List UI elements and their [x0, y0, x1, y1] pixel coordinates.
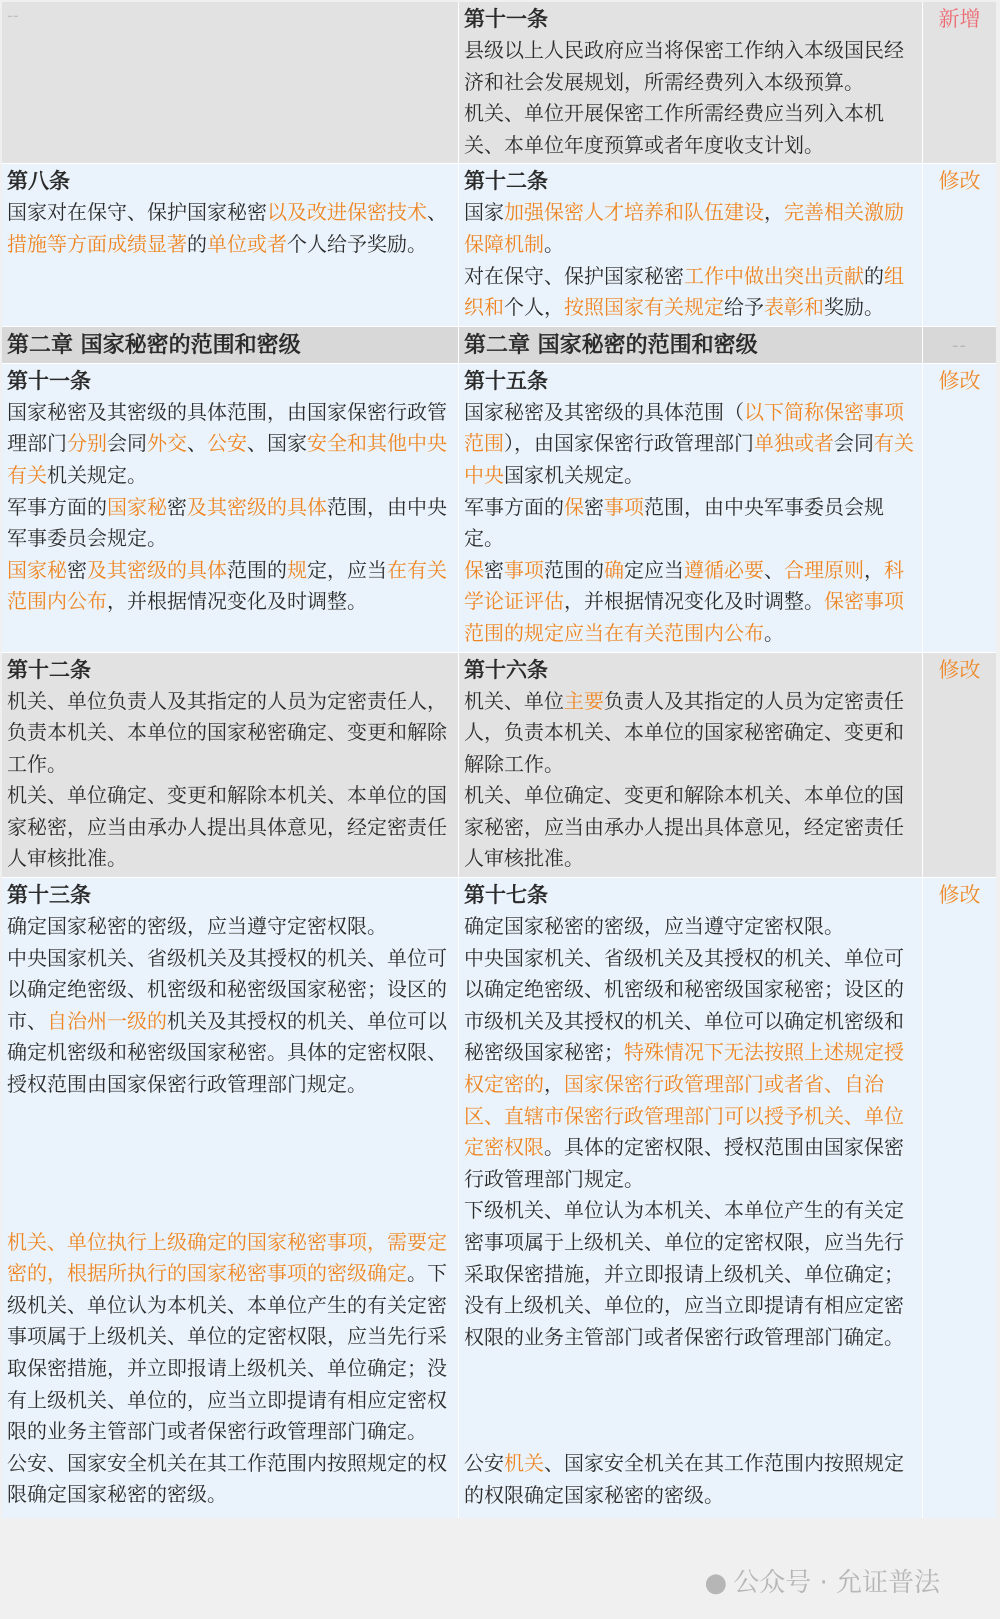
row-new-article-11 — [2, 2, 996, 163]
changed-text: 确 — [604, 557, 624, 582]
article-paragraph — [464, 197, 917, 260]
old-article-cell — [2, 364, 459, 652]
old-chapter-cell — [2, 327, 459, 363]
change-tag-new: 新增 — [938, 7, 981, 31]
change-tag-modified: 修改 — [938, 368, 981, 393]
text-segment: 、国家 — [247, 431, 307, 456]
text-segment: ，并根据情况变化及时调整。 — [107, 589, 367, 614]
changed-text: 公安 — [207, 431, 247, 456]
text-segment: 。 — [544, 231, 564, 256]
text-segment: 范围的 — [544, 557, 604, 582]
changed-text: 、 — [484, 1103, 504, 1128]
text-segment: 范围的 — [227, 557, 287, 582]
new-article-cell — [459, 164, 923, 325]
changed-text: 合理原则 — [784, 557, 864, 582]
article-paragraph: 确定国家秘密的密级，应当遵守定密权限。 — [464, 914, 844, 939]
article-title: 第十二条 — [464, 169, 548, 194]
changed-text: 表彰和 — [764, 295, 824, 320]
article-title: 第十六条 — [464, 657, 548, 682]
changed-text: 保密事项范围的规定应当在有关范围内公布 — [464, 589, 904, 645]
change-type-cell — [923, 164, 996, 325]
text-segment: 中央国家机关、省级机关及其授权的机关、单位可以确定绝密级、机密级和秘密级国家秘密；设区的市级机关及其授权的机关、单位可以确定机密级和秘密级国家秘密； — [464, 945, 904, 1065]
text-segment: 国家秘密及其密级的具体范围，由国家保密行政管理部门 — [7, 399, 447, 456]
text-segment: 军事方面的 — [464, 494, 564, 519]
changed-text: 遵循必要 — [684, 557, 764, 582]
text-segment: 定应当 — [624, 557, 684, 582]
article-paragraph — [464, 397, 917, 492]
old-article-cell — [2, 653, 459, 878]
changed-text: 自治区 — [464, 1072, 884, 1128]
text-segment: 给予 — [724, 295, 764, 320]
article-paragraph: 机关、单位确定、变更和解除本机关、本单位的国家秘密，应当由承办人提出具体意见，经定密责任人审核批准。 — [7, 783, 447, 871]
text-segment: 、 — [187, 431, 207, 456]
text-segment: 的 — [187, 231, 207, 256]
text-segment: 国家对在保守、保护国家秘密 — [7, 200, 267, 225]
changed-text: 科学论证评估 — [464, 557, 904, 614]
changed-text: 安全和其他中央有关 — [7, 431, 447, 487]
new-article-cell — [459, 2, 923, 163]
changed-text: 及其密级的具体 — [187, 494, 327, 519]
text-segment: 机关、单位 — [464, 688, 564, 713]
change-tag-none: -- — [952, 334, 967, 356]
changed-text: 组织和 — [464, 263, 904, 320]
text-segment: ， — [864, 557, 884, 582]
changed-text: 国家秘 — [7, 557, 67, 582]
changed-text: 事项 — [504, 557, 544, 582]
changed-text: 保 — [564, 494, 584, 519]
chapter-heading: 第二章 国家秘密的范围和密级 — [464, 332, 758, 358]
empty-placeholder: -- — [7, 6, 19, 25]
article-paragraph: 公安、国家安全机关在其工作范围内按照规定的权限确定国家秘密的密级。 — [7, 1450, 447, 1507]
text-segment: 中央国家机关、省级机关及其授权的机关、单位可以确定绝密级、机密级和秘密级国家秘密；设区的市、 — [7, 945, 447, 1033]
article-title: 第十五条 — [464, 368, 548, 393]
changed-text: 及其密级的具体 — [87, 557, 227, 582]
change-type-cell — [923, 364, 996, 652]
changed-text: 特殊情况下无法按照上述规定授权定密的 — [464, 1040, 904, 1097]
text-segment: 国家机关规定。 — [504, 462, 644, 487]
text-segment: 定，应当 — [307, 557, 387, 582]
row-article-8 — [2, 163, 996, 325]
article-paragraph — [464, 555, 917, 652]
changed-text: 按照国家有关规定 — [564, 295, 724, 320]
article-title: 第十三条 — [7, 883, 91, 908]
changed-text: 主要 — [564, 688, 604, 713]
text-segment: 会同 — [834, 431, 874, 456]
changed-text: 国家保密行政管理部门或者省 — [564, 1072, 824, 1097]
article-paragraph: 确定国家秘密的密级，应当遵守定密权限。 — [7, 914, 387, 939]
changed-text: 单位或者 — [207, 231, 287, 256]
article-paragraph — [7, 1227, 453, 1448]
changed-text: 事项 — [604, 494, 644, 519]
text-segment: 密 — [484, 557, 504, 582]
article-paragraph — [464, 943, 917, 1196]
changed-text: 机关、单位执行上级确定的国家秘密事项，需要定密的，根据所执行的国家秘密事项的密级确定 — [7, 1229, 447, 1286]
changed-text: 单位定密权限 — [464, 1103, 904, 1160]
text-segment: 个人， — [504, 295, 564, 320]
text-segment: 密 — [167, 494, 187, 519]
changed-text: 自治州一级 — [47, 1008, 147, 1033]
changed-text: 分别 — [67, 431, 107, 456]
text-segment: 。具体的定密权限、授权范围由国家保密行政管理部门规定。 — [464, 1135, 904, 1191]
article-paragraph — [464, 492, 917, 555]
changed-text: 工作中做出突出贡献 — [684, 263, 864, 288]
text-segment: 范围，由中央军事委员会规定。 — [7, 494, 447, 551]
changed-text: 完善相关激励保障机制 — [464, 200, 904, 256]
changed-text: 直辖市保密行政管理部门可以授予机关 — [504, 1103, 844, 1128]
article-paragraph — [7, 943, 453, 1227]
comparison-table — [2, 2, 996, 1518]
article-title: 第十七条 — [464, 883, 548, 908]
article-title: 第八条 — [7, 169, 70, 194]
text-segment: 奖励。 — [824, 295, 884, 320]
text-segment: 、 — [427, 200, 447, 225]
text-segment: ），由国家保密行政管理部门 — [504, 431, 754, 456]
article-title: 第十二条 — [7, 657, 91, 682]
row-article-13 — [2, 877, 996, 1518]
changed-text: 、 — [824, 1072, 844, 1097]
text-segment: 密 — [584, 494, 604, 519]
changed-text: 加强保密人才培养和队伍建设 — [504, 200, 764, 225]
article-paragraph: 机关、单位确定、变更和解除本机关、本单位的国家秘密，应当由承办人提出具体意见，经定密责任人审核批准。 — [464, 783, 904, 871]
article-paragraph: 机关、单位负责人及其指定的人员为定密责任人，负责本机关、本单位的国家秘密确定、变更和解除工作。 — [7, 688, 447, 776]
change-tag-modified: 修改 — [938, 169, 981, 194]
new-chapter-cell — [459, 327, 923, 363]
text-segment: ， — [764, 200, 784, 225]
text-segment: 、 — [764, 557, 784, 582]
article-paragraph — [7, 492, 453, 555]
changed-text: 以及改进保密技术 — [267, 200, 427, 225]
text-segment: 密 — [67, 557, 87, 582]
article-title: 第十一条 — [7, 368, 91, 393]
text-segment: 对在保守、保护国家秘密 — [464, 263, 684, 288]
new-article-cell — [459, 878, 923, 1518]
changed-text: 以下简称保密事项范围 — [464, 399, 904, 456]
text-segment: 公安 — [464, 1451, 504, 1476]
change-type-cell — [923, 2, 996, 163]
text-segment: 负责人及其指定的人员为定密责任人，负责本机关、本单位的国家秘密确定、变更和解除工作。 — [464, 688, 904, 776]
text-segment: 。 — [764, 620, 784, 645]
article-paragraph — [7, 555, 453, 618]
changed-text: 的 — [147, 1008, 167, 1033]
changed-text: 机关 — [504, 1451, 544, 1476]
change-tag-modified: 修改 — [938, 883, 981, 908]
text-segment: 机关规定。 — [47, 462, 147, 487]
row-article-11 — [2, 363, 996, 652]
change-type-cell — [923, 653, 996, 878]
watermark-text: 公众号 · 允证普法 — [733, 1568, 940, 1598]
text-segment: 军事方面的 — [7, 494, 107, 519]
old-article-cell — [2, 164, 459, 325]
row-article-12 — [2, 652, 996, 878]
article-paragraph — [464, 261, 917, 326]
text-segment: 国家秘密及其密级的具体范围（ — [464, 399, 744, 424]
changed-text: 在有关范围内公布 — [7, 557, 447, 614]
changed-text: 有关中央 — [464, 431, 914, 487]
row-chapter-2 — [2, 326, 996, 363]
text-segment: 范围，由中央军事委员会规定。 — [464, 494, 884, 551]
wechat-icon: ● — [704, 1568, 728, 1598]
new-article-cell — [459, 653, 923, 878]
article-title: 第十一条 — [464, 7, 548, 31]
change-tag-modified: 修改 — [938, 657, 981, 682]
old-article-cell — [2, 2, 459, 163]
watermark — [705, 1567, 940, 1599]
old-article-cell — [2, 878, 459, 1518]
text-segment: 会同 — [107, 431, 147, 456]
changed-text: 国家秘 — [107, 494, 167, 519]
new-article-cell — [459, 364, 923, 652]
chapter-heading: 第二章 国家秘密的范围和密级 — [7, 332, 301, 358]
article-paragraph — [464, 686, 917, 781]
text-segment: 。下级机关、单位认为本机关、本单位产生的有关定密事项属于上级机关、单位的定密权限，应当先行采取保密措施，并立即报请上级机关、单位确定；没有上级机关、单位的，应当立即提请有相应定密权限的业务主管部门或者保密行政管理部门确定。 — [7, 1261, 447, 1444]
text-segment: ， — [544, 1072, 564, 1097]
changed-text: 单独或者 — [754, 431, 834, 456]
changed-text: 措施等方面成绩显著 — [7, 231, 187, 256]
changed-text: 规 — [287, 557, 307, 582]
text-segment: 国家 — [464, 200, 504, 225]
text-segment: 的 — [864, 263, 884, 288]
article-paragraph — [7, 197, 453, 260]
article-paragraph — [7, 397, 453, 492]
change-type-cell — [923, 878, 996, 1518]
change-type-cell — [923, 327, 996, 363]
changed-text: 外交 — [147, 431, 187, 456]
text-segment: 个人给予奖励。 — [287, 231, 427, 256]
text-segment: 机关及其授权的机关、单位可以确定机密级和秘密级国家秘密。具体的定密权限、授权范围由国家保密行政管理部门规定。 — [7, 1008, 447, 1097]
text-segment: ，并根据情况变化及时调整。 — [564, 589, 824, 614]
article-paragraph: 县级以上人民政府应当将保密工作纳入本级国民经济和社会发展规划，所需经费列入本级预算。 — [464, 38, 904, 94]
article-paragraph: 下级机关、单位认为本机关、本单位产生的有关定密事项属于上级机关、单位的定密权限，应当先行采取保密措施，并立即报请上级机关、单位确定；没有上级机关、单位的，应当立即提请有相应定密权限的业务主管部门或者保密行政管理部门确定。 — [464, 1198, 904, 1349]
text-segment: 、国家安全机关在其工作范围内按照规定的权限确定国家秘密的密级。 — [464, 1451, 904, 1507]
article-paragraph: 机关、单位开展保密工作所需经费应当列入本机关、本单位年度预算或者年度收支计划。 — [464, 101, 884, 157]
article-paragraph — [464, 1448, 917, 1511]
changed-text: 保 — [464, 557, 484, 582]
changed-text: 、 — [844, 1103, 864, 1128]
